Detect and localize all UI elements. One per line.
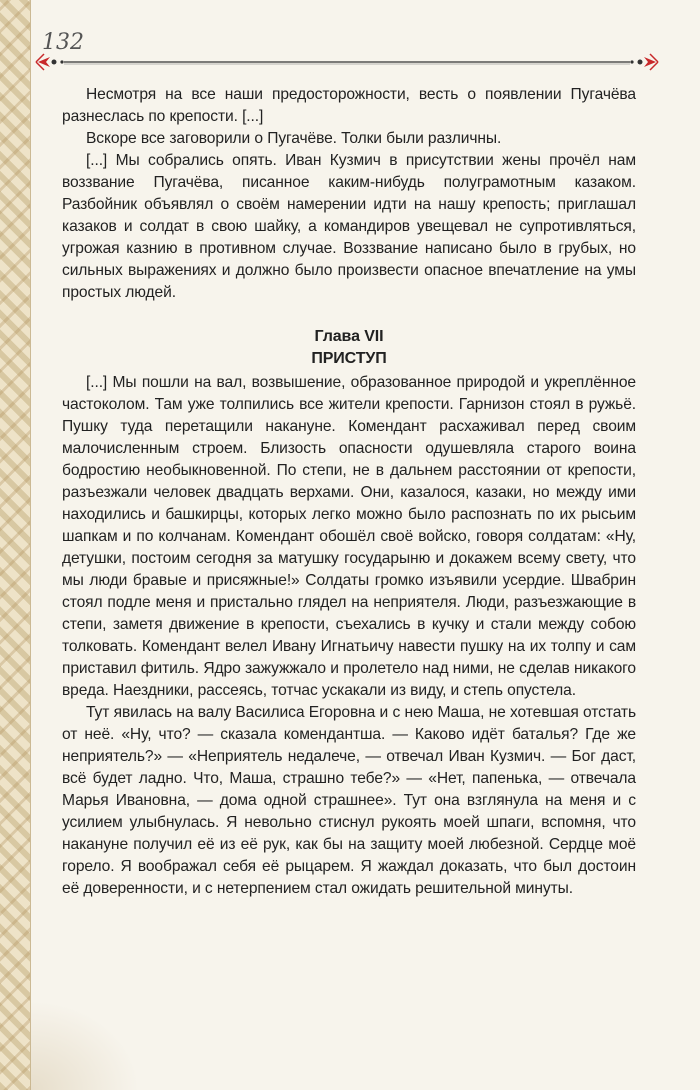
paragraph: Вскоре все заговорили о Пугачёве. Толки были различны. (86, 130, 502, 147)
right-fleur-icon (630, 54, 658, 70)
chapter-number: Глава VII (314, 328, 384, 345)
paragraph: [...] Мы собрались опять. Иван Кузмич в присутствии жены прочёл нам воззвание Пугачёва, писанное каким-нибудь полуграмотным казаком. Разбойник объявлял о своём намерении идти на нашу крепость; приглашал казаков и солдат в свою шайку, а командиров увещевал не супротивляться, угрожая казнию в противном случае. Воззвание написано было в грубых, но сильных выражениях и должно было произвести опасное впечатление на умы простых людей. (62, 152, 636, 301)
page-number: 132 (42, 30, 84, 55)
chapter-title: ПРИСТУП (311, 350, 387, 367)
paragraph: Тут явилась на валу Василиса Егоровна и с нею Маша, не хотевшая отстать от неё. «Ну, что? — сказала комендантша. — Каково идёт баталья? Где же неприятель?» — «Неприятель недалече, — отвечал Иван Кузмич. — Бог даст, всё будет ладно. Что, Маша, страшно тебе?» — «Нет, папенька, — отвечала Марья Ивановна, — дома одной страшнее». Тут она взглянула на меня и с усилием улыбнулась. Я невольно стиснул рукоять моей шпаги, вспомня, что накануне получил её из её рук, как бы на защиту моей любезной. Сердце моё горело. Я воображал себя её рыцарем. Я жаждал доказать, что был достоин её доверенности, и с нетерпением стал ожидать решительной минуты. (62, 704, 636, 897)
decorative-left-border (0, 0, 31, 1090)
paragraph: [...] Мы пошли на вал, возвышение, образованное природой и укреплённое частоколом. Там уже толпились все жители крепости. Гарнизон стоял в ружьё. Пушку туда перетащили накануне. Комендант расхаживал перед своим малочисленным строем. Близость опасности одушевляла старого воина бодростию необыкновенной. По степи, не в дальнем расстоянии от крепости, разъезжали человек двадцать верхами. Они, казалося, казаки, но между ими находились и башкирцы, которых легко можно было распознать по их рысьим шапкам и по колчанам. Комендант обошёл своё войско, говоря солдатам: «Ну, детушки, постоим сегодня за матушку государыню и докажем всему свету, что мы люди бравые и присяжные!» Солдаты громко изъявили усердие. Швабрин стоял подле меня и пристально глядел на неприятеля. Люди, разъезжающие в степи, заметя движение в крепости, съехались в кучку и стали между собою толковать. Комендант велел Ивану Игнатьичу навести пушку на их толпу и сам приставил фитиль. Ядро зажужжало и пролетело над ними, не сделав никакого вреда. Наездники, рассеясь, тотчас ускакали из виду, и степь опустела. (62, 374, 636, 699)
corner-ornament (30, 1000, 140, 1090)
page-content (62, 84, 636, 900)
header-rule-ornament (34, 50, 660, 74)
left-fleur-icon (36, 54, 64, 70)
chapter-heading (62, 326, 636, 370)
paragraph: Несмотря на все наши предосторожности, весть о появлении Пугачёва разнеслась по крепости. [...] (62, 86, 636, 125)
